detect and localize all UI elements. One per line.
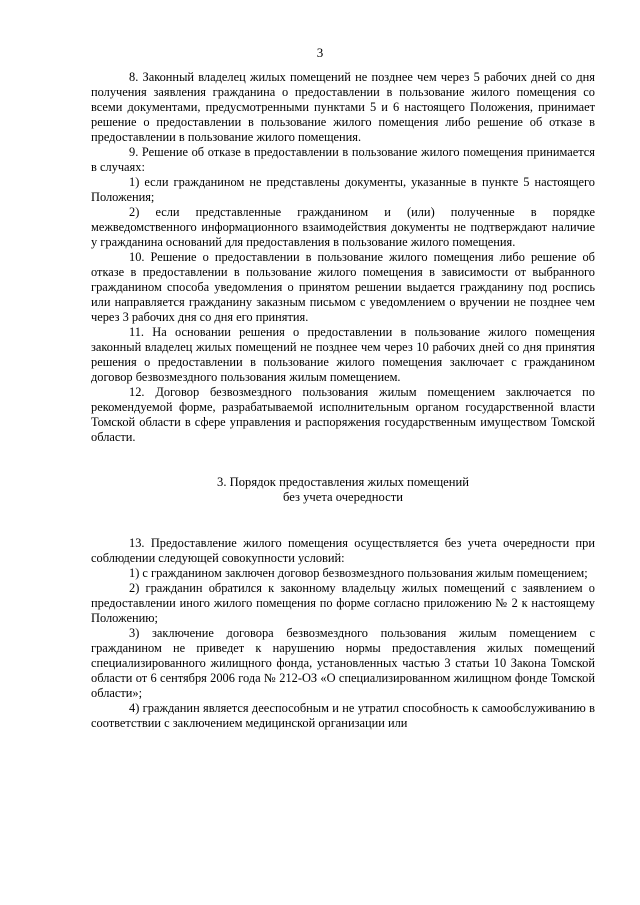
paragraph-13-item-2: 2) гражданин обратился к законному владельцу жилых помещений с заявлением о предоставлении иного жилого помещения по форме согласно приложению № 2 к настоящему Положению; <box>91 581 595 625</box>
paragraph-9: 9. Решение об отказе в предоставлении в пользование жилого помещения принимается в случаях: <box>91 145 595 174</box>
paragraph-11: 11. На основании решения о предоставлении в пользование жилого помещения законный владелец жилых помещений не позднее чем через 10 рабочих дней со дня принятия решения о предоставлении в пользование жилого помещения заключает с гражданином договор безвозмездного пользования жилым помещением. <box>91 325 595 384</box>
paragraph-13: 13. Предоставление жилого помещения осуществляется без учета очередности при соблюдении следующей совокупности условий: <box>91 536 595 565</box>
page-number: 3 <box>316 45 324 60</box>
paragraph-13-item-1: 1) с гражданином заключен договор безвозмездного пользования жилым помещением; <box>129 566 588 580</box>
paragraph-10: 10. Решение о предоставлении в пользование жилого помещения либо решение об отказе в предоставлении в пользование жилого помещения в зависимости от выбранного гражданином способа уведомления о принятом решении выдается гражданину под роспись или направляется гражданину заказным письмом с уведомлением о вручении не позднее чем через 3 рабочих дня со дня его принятия. <box>91 250 595 324</box>
section-title-line-2: без учета очередности <box>283 490 403 504</box>
document-body <box>91 70 595 731</box>
paragraph-9-item-1: 1) если гражданином не представлены документы, указанные в пункте 5 настоящего Положения; <box>91 175 595 204</box>
section-title-line-1: 3. Порядок предоставления жилых помещений <box>217 475 469 489</box>
paragraph-12: 12. Договор безвозмездного пользования жилым помещением заключается по рекомендуемой форме, разрабатываемой исполнительным органом государственной власти Томской области в сфере управления и распоряжения государственным имуществом Томской области. <box>91 385 595 444</box>
section-title <box>91 475 595 505</box>
paragraph-13-item-4: 4) гражданин является дееспособным и не утратил способность к самообслуживанию в соответствии с заключением медицинской организации или <box>91 701 595 730</box>
paragraph-13-item-3: 3) заключение договора безвозмездного пользования жилым помещением с гражданином не приведет к нарушению нормы предоставления жилых помещений специализированного жилищного фонда, установленных частью 3 статьи 10 Закона Томской области от 6 сентября 2006 года № 212-ОЗ «О специализированном жилищном фонде Томской области»; <box>91 626 595 700</box>
paragraph-9-item-2: 2) если представленные гражданином и (или) полученные в порядке межведомственного информационного взаимодействия документы не подтверждают наличие у гражданина оснований для предоставления в пользование жилого помещения. <box>91 205 595 249</box>
paragraph-8: 8. Законный владелец жилых помещений не позднее чем через 5 рабочих дней со дня получения заявления гражданина о предоставлении в пользование жилого помещения со всеми документами, предусмотренными пунктами 5 и 6 настоящего Положения, принимает решение о предоставлении в пользование жилого помещения либо решение об отказе в предоставлении в пользование жилого помещения. <box>91 70 595 144</box>
